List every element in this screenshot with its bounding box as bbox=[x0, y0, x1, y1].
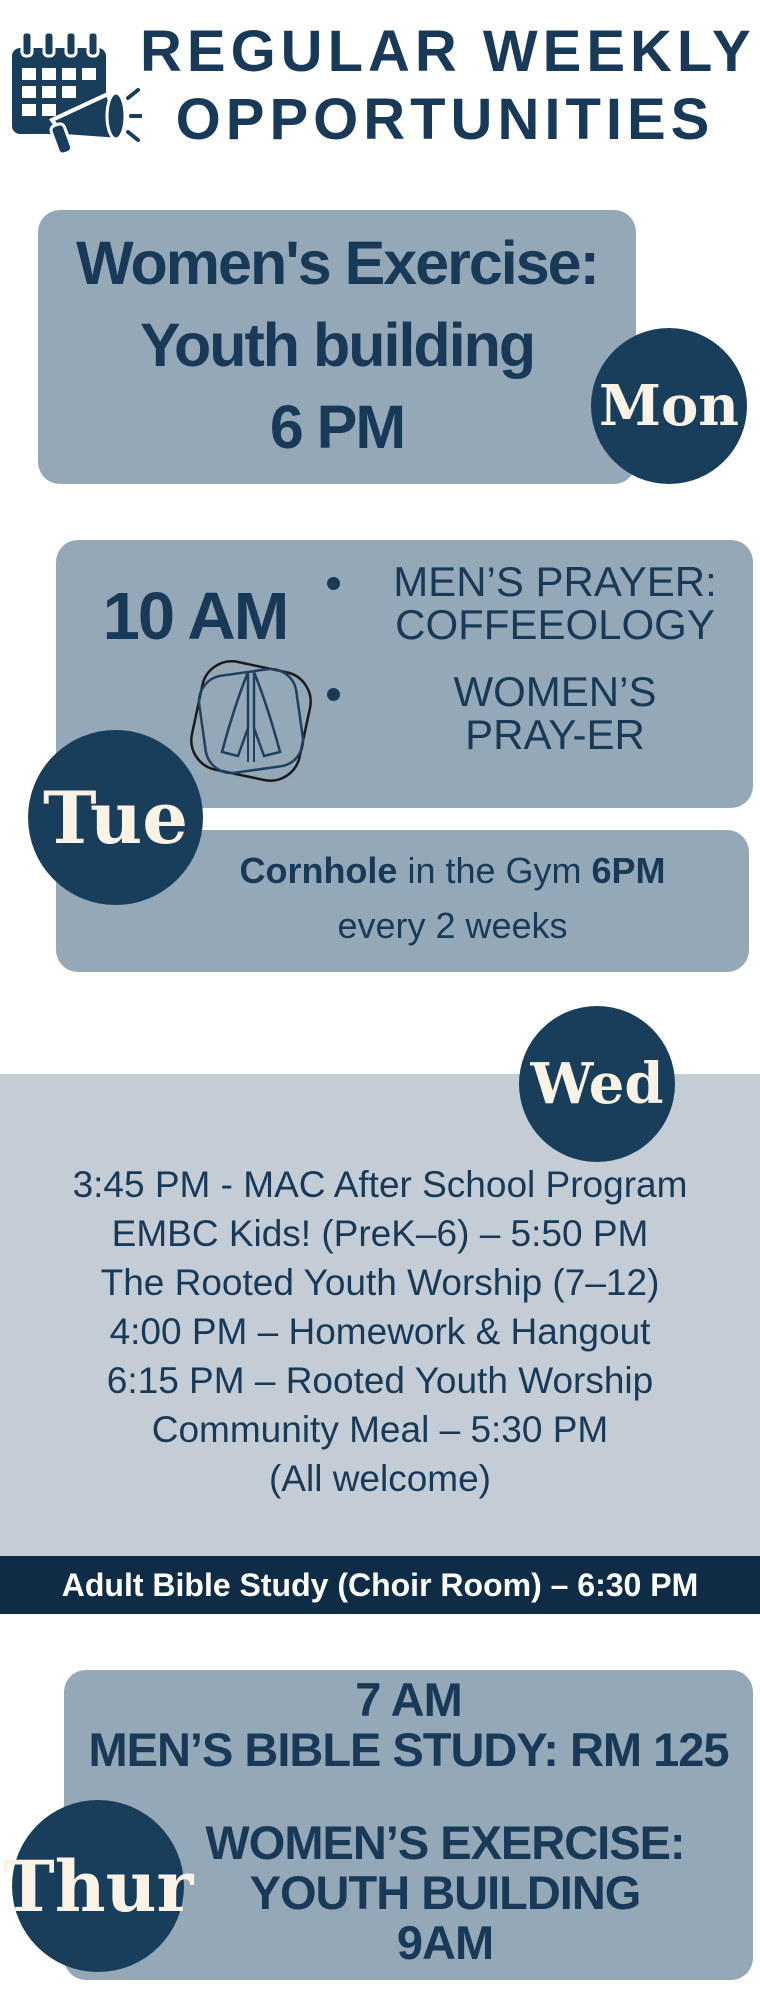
thursday-line-4: YOUTH BUILDING bbox=[249, 1866, 641, 1919]
page-title bbox=[140, 18, 756, 154]
tuesday-time: 10 AM bbox=[102, 579, 288, 654]
cornhole-text bbox=[190, 843, 715, 953]
title-line-1: REGULAR WEEKLY bbox=[140, 19, 756, 84]
wednesday-line: 3:45 PM - MAC After School Program bbox=[72, 1164, 688, 1205]
wednesday-schedule bbox=[0, 1160, 760, 1503]
title-line-2: OPPORTUNITIES bbox=[175, 87, 715, 152]
monday-line-1: Women's Exercise: bbox=[76, 229, 598, 297]
monday-line-2: Youth building bbox=[139, 311, 535, 379]
thursday-line-2: MEN’S BIBLE STUDY: RM 125 bbox=[88, 1723, 729, 1776]
calendar-megaphone-icon bbox=[8, 28, 142, 162]
mens-prayer-line-1: MEN’S PRAYER: bbox=[393, 558, 717, 605]
bullet-icon bbox=[327, 688, 340, 701]
wednesday-line: The Rooted Youth Worship (7–12) bbox=[100, 1262, 660, 1303]
bullet-icon bbox=[327, 577, 340, 590]
wednesday-line: (All welcome) bbox=[268, 1458, 492, 1499]
wednesday-line: Community Meal – 5:30 PM bbox=[151, 1409, 609, 1450]
thursday-mens-study bbox=[64, 1675, 753, 1775]
adult-bible-study-text: Adult Bible Study (Choir Room) – 6:30 PM bbox=[61, 1567, 699, 1603]
monday-text bbox=[38, 222, 636, 468]
wednesday-line: 4:00 PM – Homework & Hangout bbox=[109, 1311, 651, 1352]
wednesday-line: EMBC Kids! (PreK–6) – 5:50 PM bbox=[111, 1213, 649, 1254]
thursday-line-1: 7 AM bbox=[355, 1673, 462, 1726]
cornhole-label: Cornhole bbox=[239, 850, 398, 891]
wednesday-day-badge: Wed bbox=[519, 1006, 675, 1162]
monday-line-3: 6 PM bbox=[269, 393, 405, 461]
mens-prayer-line-2: COFFEEOLOGY bbox=[395, 601, 715, 648]
mens-prayer-item bbox=[370, 560, 740, 646]
thursday-day-badge: Thur bbox=[12, 1800, 184, 1972]
womens-prayer-line-2: PRAY-ER bbox=[465, 711, 645, 758]
praying-hands-icon bbox=[182, 652, 320, 790]
womens-prayer-line-1: WOMEN’S bbox=[453, 668, 657, 715]
thursday-womens-exercise bbox=[190, 1818, 700, 1968]
cornhole-time: 6PM bbox=[591, 850, 666, 891]
thursday-line-3: WOMEN’S EXERCISE: bbox=[205, 1816, 685, 1869]
tuesday-day-badge: Tue bbox=[28, 730, 203, 905]
monday-day-badge: Mon bbox=[591, 328, 747, 484]
cornhole-frequency: every 2 weeks bbox=[337, 905, 568, 946]
womens-prayer-item bbox=[370, 670, 740, 756]
cornhole-location: in the Gym bbox=[397, 850, 592, 891]
wednesday-line: 6:15 PM – Rooted Youth Worship bbox=[106, 1360, 654, 1401]
thursday-line-5: 9AM bbox=[396, 1916, 494, 1969]
